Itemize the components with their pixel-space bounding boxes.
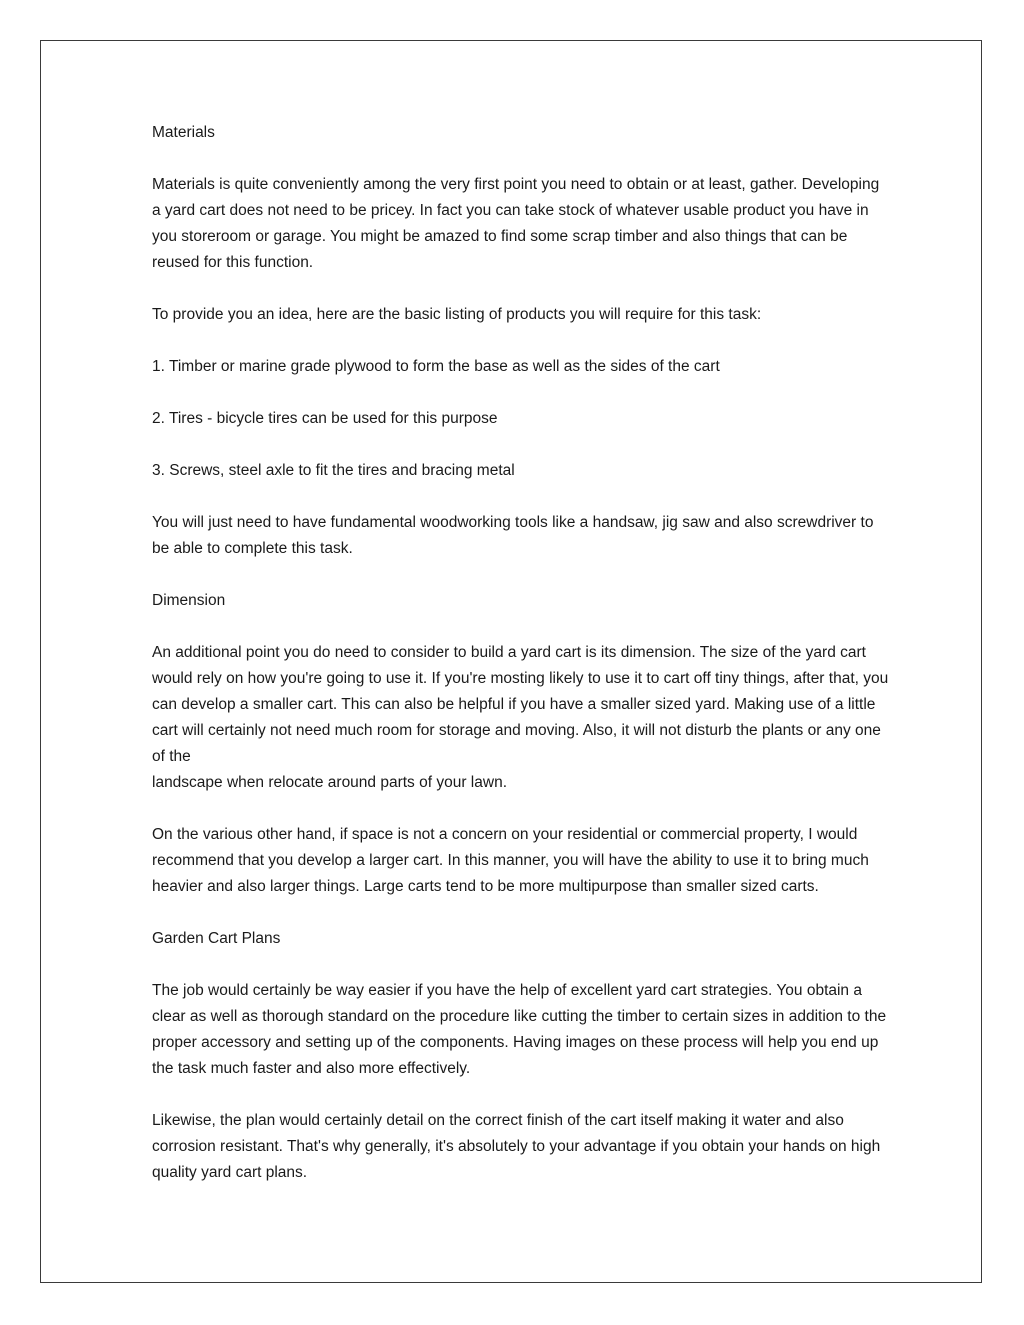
document-body	[152, 120, 892, 1212]
list-item-screws: 3. Screws, steel axle to fit the tires and bracing metal	[152, 462, 515, 479]
paragraph-products-list-intro: To provide you an idea, here are the basic listing of products you will require for this task:	[152, 306, 762, 323]
section-heading-garden-cart-plans: Garden Cart Plans	[152, 930, 281, 947]
paragraph-plans-help: The job would certainly be way easier if you have the help of excellent yard cart strategies. You obtain a clear as well as thorough standard on the procedure like cutting the timber to certain sizes in addition to the proper accessory and setting up of the components. Having images on these process will help you end up the task much faster and also more effectively.	[152, 982, 887, 1077]
paragraph-plans-finish: Likewise, the plan would certainly detail on the correct finish of the cart itself making it water and also corrosion resistant. That's why generally, it's absolutely to your advantage if you obtain your hands on high quality yard cart plans.	[152, 1112, 881, 1181]
paragraph-dimension: An additional point you do need to consider to build a yard cart is its dimension. The size of the yard cart would rely on how you're going to use it. If you're mosting likely to use it to cart off tiny things, after that, you can develop a smaller cart. This can also be helpful if you have a smaller sized yard. Making use of a little cart will certainly not need much room for storage and moving. Also, it will not disturb the plants or any one of the landscape when relocate around parts of your lawn.	[152, 644, 889, 791]
list-item-timber: 1. Timber or marine grade plywood to form the base as well as the sides of the cart	[152, 358, 720, 375]
section-heading-dimension: Dimension	[152, 592, 226, 609]
paragraph-materials-intro: Materials is quite conveniently among the very first point you need to obtain or at least, gather. Developing a yard cart does not need to be pricey. In fact you can take stock of whatever usable product you have in you storeroom or garage. You might be amazed to find some scrap timber and also things that can be reused for this function.	[152, 176, 880, 271]
paragraph-larger-cart: On the various other hand, if space is not a concern on your residential or commercial property, I would recommend that you develop a larger cart. In this manner, you will have the ability to use it to bring much heavier and also larger things. Large carts tend to be more multipurpose than smaller sized carts.	[152, 826, 869, 895]
paragraph-tools: You will just need to have fundamental woodworking tools like a handsaw, jig saw and also screwdriver to be able to complete this task.	[152, 514, 874, 557]
section-heading-materials: Materials	[152, 124, 215, 141]
list-item-tires: 2. Tires - bicycle tires can be used for this purpose	[152, 410, 498, 427]
document-page	[40, 40, 982, 1283]
